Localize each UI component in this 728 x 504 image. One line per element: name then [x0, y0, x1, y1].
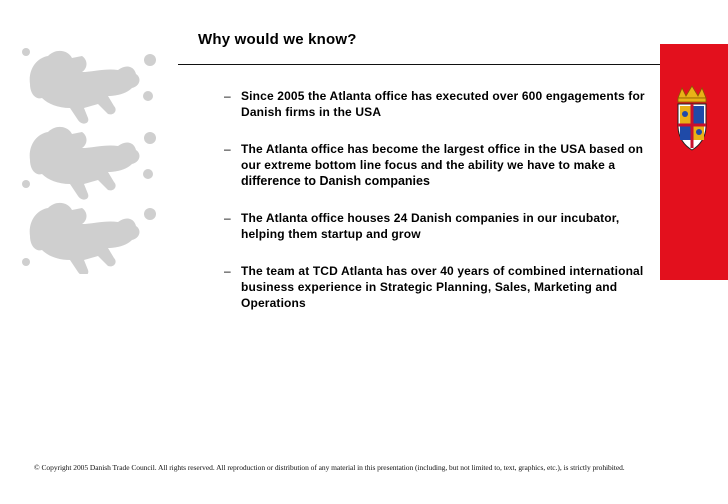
lion-icon	[22, 127, 156, 200]
bullet-marker: –	[224, 211, 231, 225]
copyright-footer: © Copyright 2005 Danish Trade Council. All rights reserved. All reproduction or distribution of any material in this presentation (including, but not limited to, text, graphics, etc.), is strictly prohibited.	[34, 463, 625, 472]
page-title: Why would we know?	[198, 31, 357, 48]
list-item	[224, 263, 664, 311]
red-accent-bar	[660, 44, 728, 280]
royal-coat-of-arms-icon	[672, 84, 712, 154]
bullet-text: The Atlanta office houses 24 Danish companies in our incubator, helping them startup and grow	[241, 211, 620, 241]
bullet-list	[224, 88, 664, 332]
list-item	[224, 141, 664, 189]
bullet-marker: –	[224, 264, 231, 278]
bullet-text: The Atlanta office has become the largest office in the USA based on our extreme bottom line focus and the ability we have to make a	[241, 142, 644, 172]
three-lions-icon	[22, 44, 160, 274]
list-item	[224, 88, 664, 120]
bullet-emphasis: difference to Danish companies	[241, 174, 430, 188]
bullet-marker: –	[224, 89, 231, 103]
list-item	[224, 210, 664, 242]
lion-icon	[22, 48, 156, 124]
title-divider	[178, 64, 660, 65]
bullet-text: Since 2005 the Atlanta office has executed over 600 engagements for Danish firms in the USA	[241, 89, 645, 119]
bullet-marker: –	[224, 142, 231, 156]
bullet-text: The team at TCD Atlanta has over 40 years of combined international business experience in Strategic Planning, Sales, Marketing and Operations	[241, 264, 644, 310]
lion-icon	[22, 203, 156, 274]
